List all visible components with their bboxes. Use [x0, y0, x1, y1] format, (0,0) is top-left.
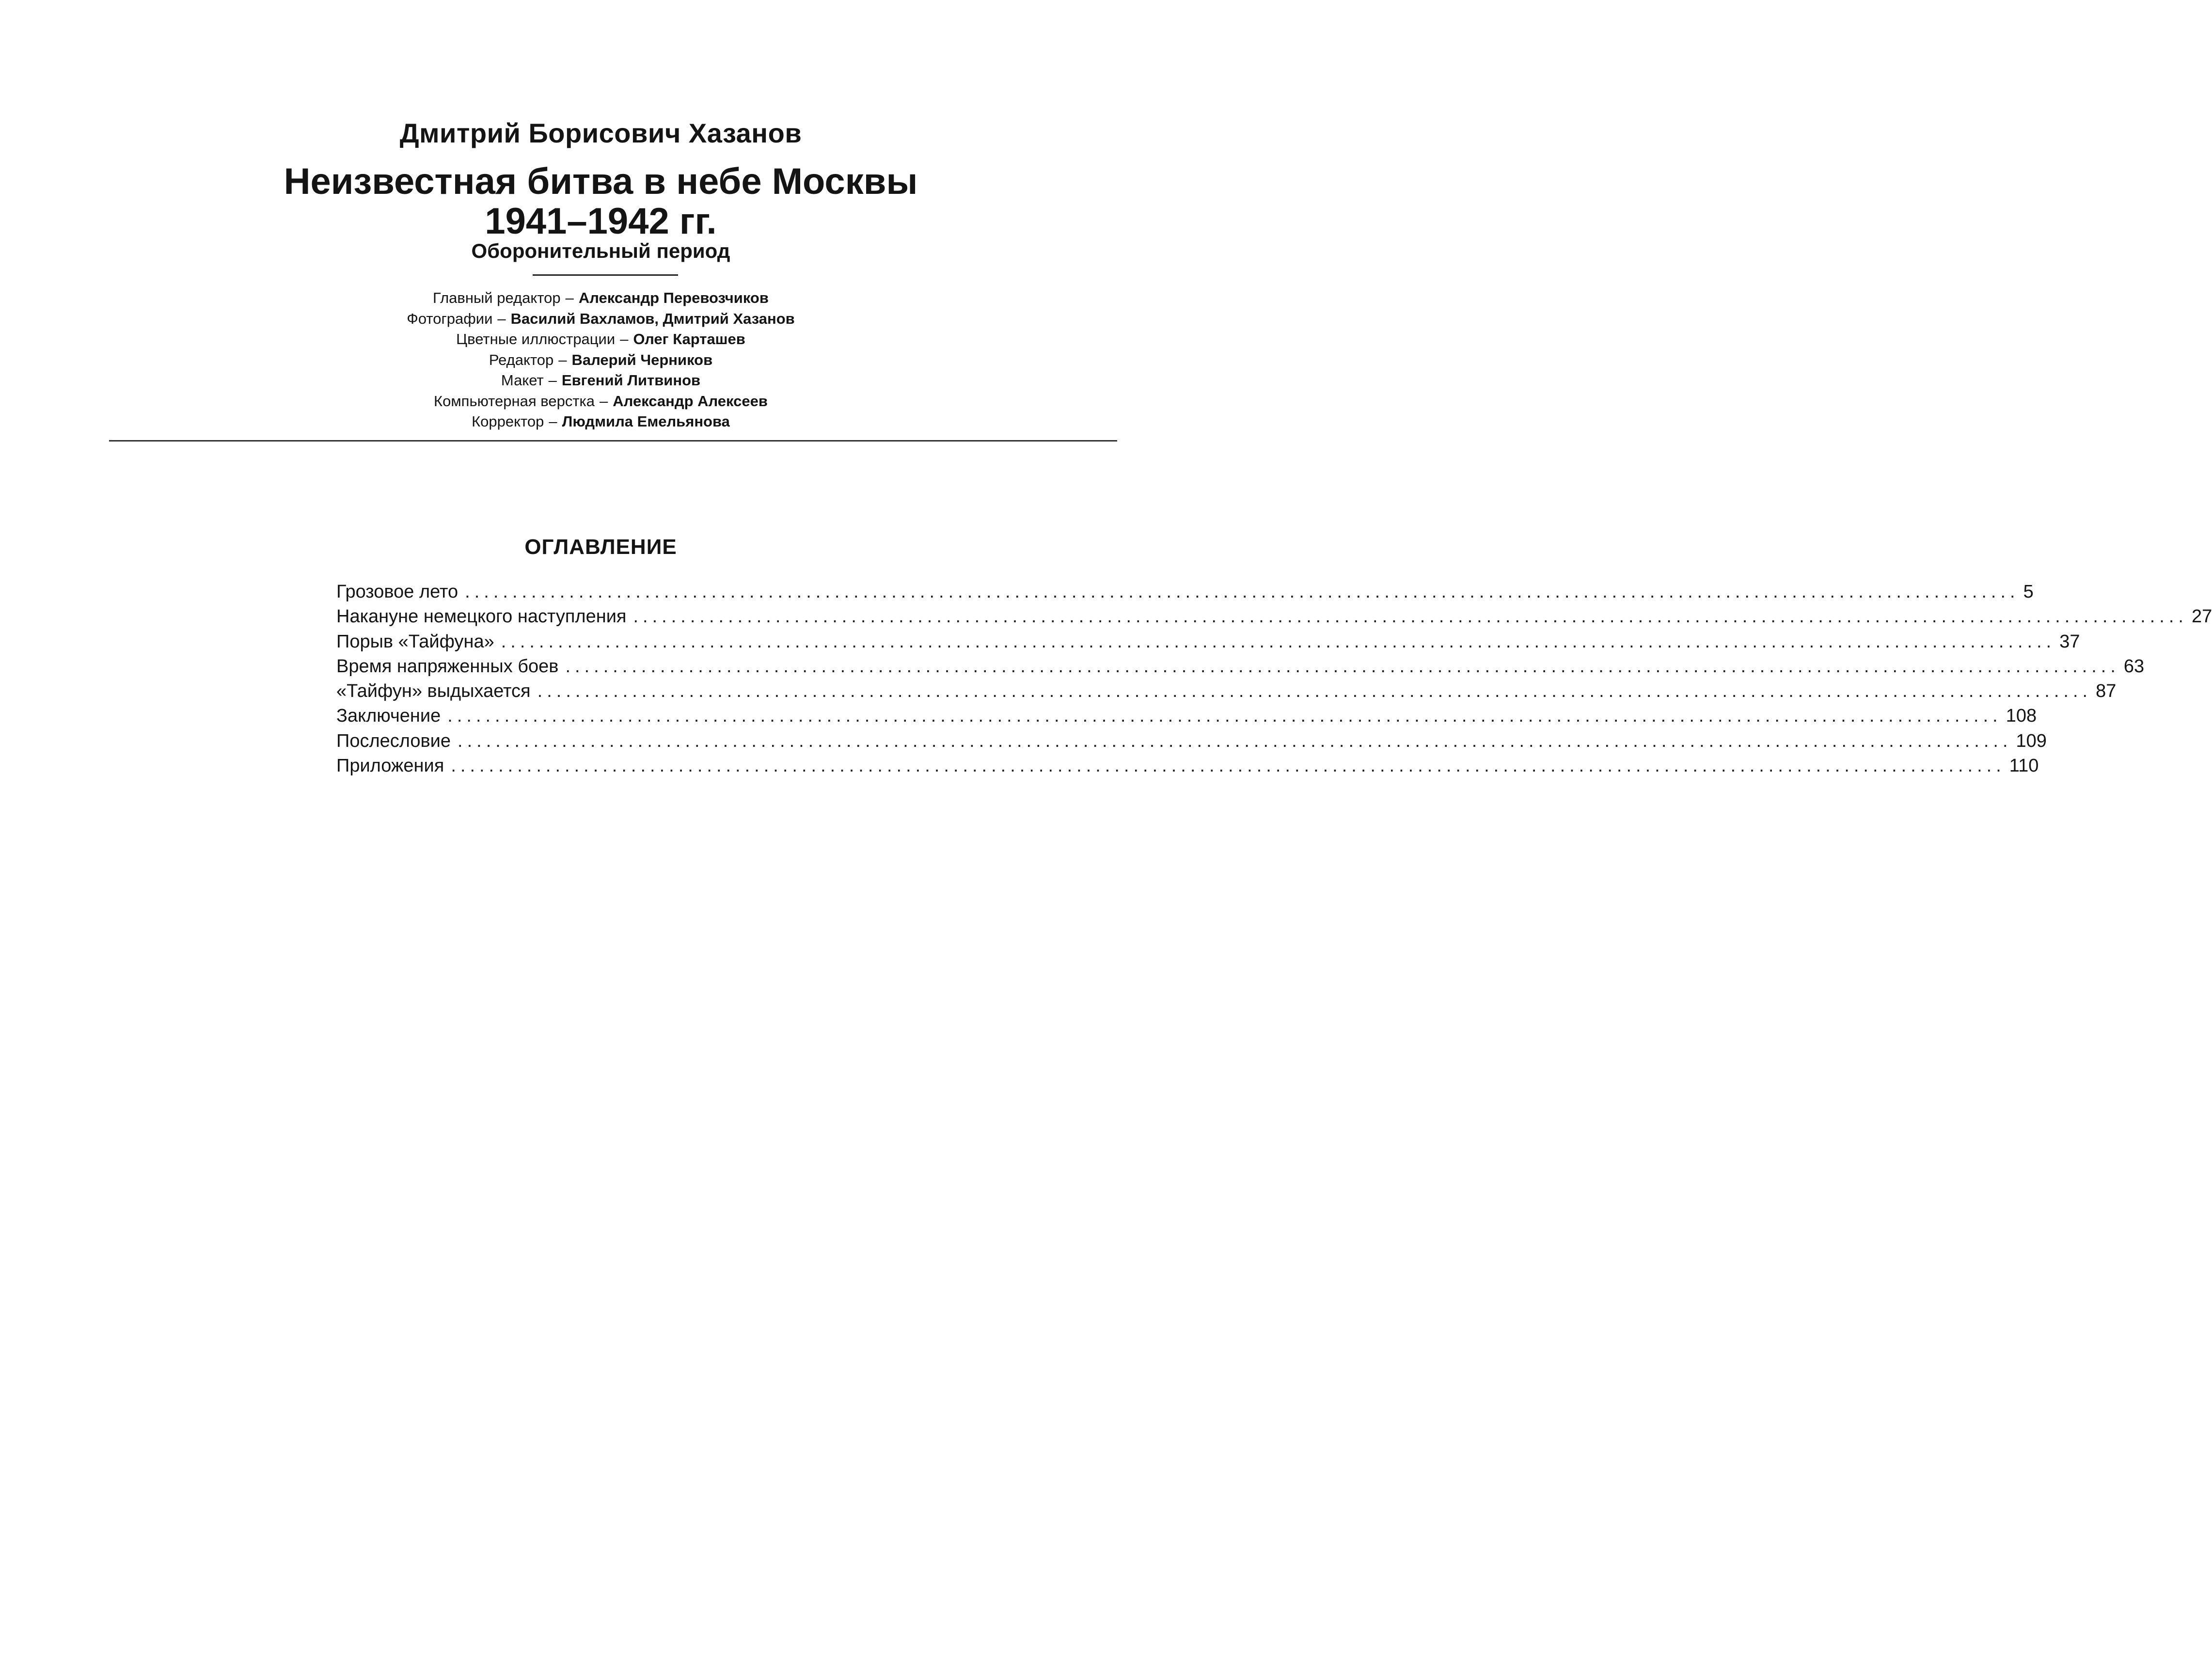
credit-row [0, 288, 1201, 309]
credit-name: Александр Перевозчиков [578, 289, 769, 306]
credit-dash: – [549, 413, 557, 430]
toc-entry[interactable] [336, 729, 2047, 754]
toc-entry-label: Накануне немецкого наступления [336, 606, 627, 627]
toc-entry[interactable] [336, 679, 2117, 704]
toc-dot-leader: .................................................................................................................................................................... [537, 681, 2092, 702]
credit-name: Людмила Емельянова [562, 413, 730, 430]
credit-role: Корректор [472, 413, 544, 430]
toc-page-number: 109 [2016, 730, 2047, 751]
toc-page-number: 37 [2059, 631, 2080, 652]
credit-name: Евгений Литвинов [561, 372, 701, 389]
toc-dot-leader: .................................................................................................................................................................... [633, 606, 2188, 627]
credit-dash: – [548, 372, 557, 389]
credit-row [0, 350, 1201, 371]
toc-page-number: 5 [2023, 582, 2034, 602]
toc-page-number: 108 [2006, 706, 2037, 726]
book-title: Неизвестная битва в небе Москвы [284, 161, 918, 202]
credit-row [0, 391, 1201, 412]
credit-dash: – [565, 289, 574, 306]
toc-entry[interactable] [336, 754, 2039, 778]
toc-entry[interactable] [336, 630, 2080, 654]
credit-role: Цветные иллюстрации [456, 331, 616, 347]
toc-entry-label: Послесловие [336, 730, 451, 751]
credit-dash: – [497, 310, 506, 327]
book-subtitle: Оборонительный период [471, 239, 730, 262]
credit-row [0, 370, 1201, 391]
credit-name: Александр Алексеев [613, 392, 768, 410]
toc-heading: ОГЛАВЛЕНИЕ [524, 535, 677, 559]
book-title-years: 1941–1942 гг. [485, 201, 717, 242]
credit-row [0, 329, 1201, 350]
credit-name: Валерий Черников [571, 351, 713, 368]
credit-row [0, 411, 1201, 432]
toc-page-number: 87 [2096, 681, 2117, 702]
author-name: Дмитрий Борисович Хазанов [399, 118, 802, 148]
toc-dot-leader: .................................................................................................................................................................... [465, 582, 2020, 602]
toc-dot-leader: .................................................................................................................................................................... [447, 706, 2002, 726]
credit-role: Фотографии [407, 310, 493, 327]
credit-role: Главный редактор [433, 289, 561, 306]
toc-entry-label: «Тайфун» выдыхается [336, 681, 531, 702]
toc-dot-leader: .................................................................................................................................................................... [565, 656, 2120, 677]
toc-dot-leader: .................................................................................................................................................................... [501, 631, 2056, 652]
toc-dot-leader: .................................................................................................................................................................... [451, 756, 2006, 776]
section-divider [109, 440, 1117, 442]
credits-block [0, 288, 1201, 432]
toc-page-number: 63 [2123, 656, 2145, 677]
credit-dash: – [600, 392, 608, 410]
credit-row [0, 309, 1201, 330]
toc-entry-label: Время напряженных боев [336, 656, 559, 677]
toc-entry[interactable] [336, 580, 2034, 604]
credit-name: Олег Карташев [633, 331, 745, 347]
toc-entry-label: Заключение [336, 706, 441, 726]
toc-entry-label: Приложения [336, 756, 444, 776]
credit-role: Макет [501, 372, 544, 389]
toc-dot-leader: .................................................................................................................................................................... [458, 730, 2012, 751]
credit-dash: – [558, 351, 567, 368]
toc-page-number: 110 [2009, 756, 2039, 776]
table-of-contents [336, 580, 2212, 778]
credit-dash: – [620, 331, 629, 347]
toc-entry[interactable] [336, 604, 2212, 629]
toc-page-number: 27 [2191, 606, 2212, 627]
toc-entry-label: Порыв «Тайфуна» [336, 631, 494, 652]
credit-name: Василий Вахламов, Дмитрий Хазанов [510, 310, 795, 327]
credit-role: Компьютерная верстка [434, 392, 595, 410]
toc-entry[interactable] [336, 654, 2145, 679]
credit-role: Редактор [489, 351, 554, 368]
toc-entry-label: Грозовое лето [336, 582, 458, 602]
toc-entry[interactable] [336, 704, 2037, 728]
title-divider [533, 274, 678, 276]
